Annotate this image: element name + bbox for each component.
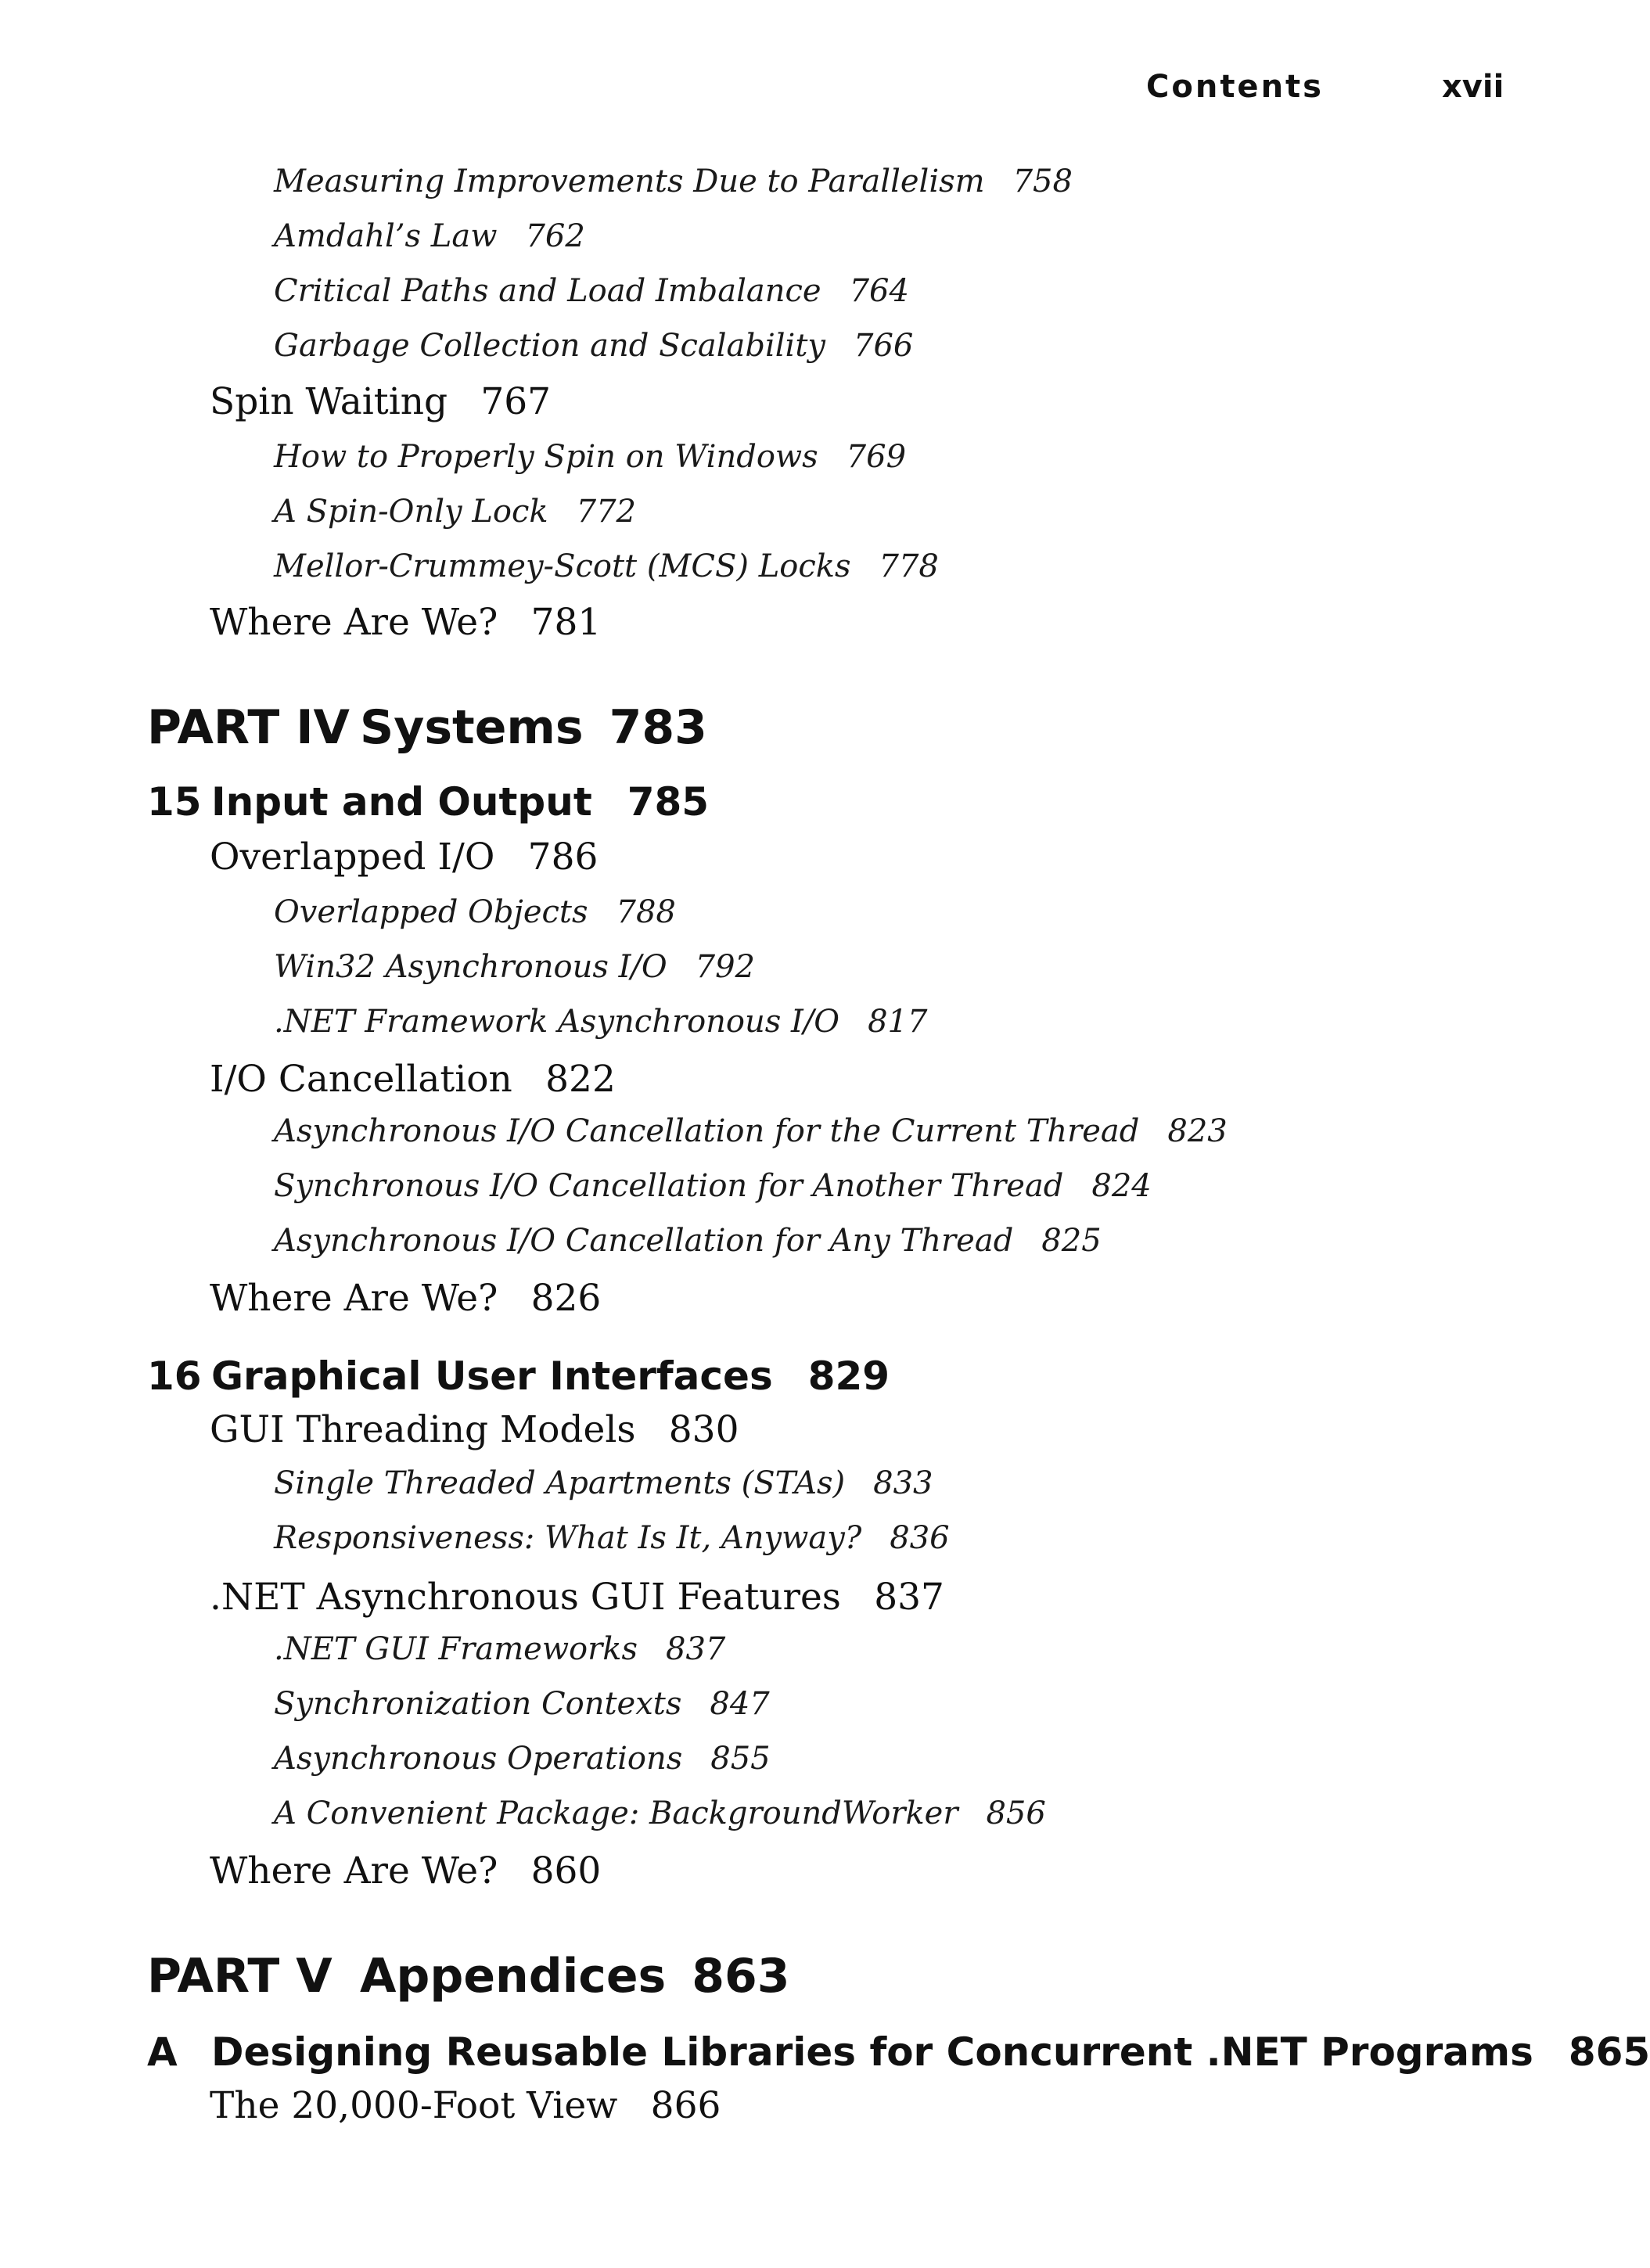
toc-entry-sec bbox=[210, 1849, 602, 1892]
toc-entry-sub bbox=[274, 1223, 1102, 1259]
toc-entry-sec bbox=[210, 380, 552, 423]
toc-entry-page: 766 bbox=[854, 328, 914, 364]
page-number: xvii bbox=[1442, 69, 1504, 105]
toc-entry-title: Synchronization Contexts bbox=[274, 1686, 682, 1722]
toc-entry-sub bbox=[274, 894, 676, 930]
toc-entry-sec bbox=[210, 1058, 616, 1101]
toc-entry-page: 847 bbox=[710, 1686, 770, 1722]
toc-entry-number: A bbox=[147, 2029, 178, 2075]
toc-entry-title: Responsiveness: What Is It, Anyway? bbox=[274, 1520, 862, 1556]
toc-entry-sec bbox=[210, 601, 602, 644]
toc-entry-sub bbox=[274, 441, 906, 473]
toc-entry-sub bbox=[274, 1795, 1046, 1831]
toc-entry-page: 837 bbox=[666, 1631, 726, 1667]
toc-entry-page: 781 bbox=[530, 601, 602, 644]
toc-entry-number: PART IV bbox=[147, 700, 350, 755]
toc-entry-part bbox=[147, 1949, 790, 2004]
toc-entry-sec bbox=[210, 1408, 739, 1451]
toc-entry-page: 783 bbox=[609, 700, 707, 755]
toc-entry-title: The 20,000-Foot View bbox=[210, 2084, 618, 2127]
toc-entry-title: Where Are We? bbox=[210, 601, 498, 644]
toc-entry-chap bbox=[147, 779, 710, 825]
toc-entry-page: 860 bbox=[530, 1849, 602, 1892]
toc-entry-page: 837 bbox=[874, 1576, 944, 1619]
toc-entry-chap bbox=[147, 2029, 1650, 2075]
toc-entry-title: Where Are We? bbox=[210, 1849, 498, 1892]
toc-entry-title: Input and Output bbox=[211, 779, 592, 825]
toc-entry-number: PART V bbox=[147, 1949, 333, 2004]
toc-entry-title: Critical Paths and Load Imbalance bbox=[274, 273, 821, 309]
toc-entry-title: Synchronous I/O Cancellation for Another Thread bbox=[274, 1168, 1064, 1204]
toc-entry-sub bbox=[274, 328, 914, 364]
toc-entry-page: 833 bbox=[873, 1465, 933, 1501]
toc-entry-sub bbox=[274, 1688, 770, 1720]
toc-entry-part bbox=[147, 700, 707, 755]
toc-entry-sub bbox=[274, 1631, 726, 1667]
toc-entry-title: .NET Asynchronous GUI Features bbox=[210, 1576, 841, 1619]
toc-entry-title: Where Are We? bbox=[210, 1277, 498, 1320]
toc-entry-title: Asynchronous I/O Cancellation for the Current Thread bbox=[274, 1113, 1140, 1149]
toc-entry-page: 856 bbox=[986, 1795, 1046, 1831]
toc-entry-title: Single Threaded Apartments (STAs) bbox=[274, 1465, 846, 1501]
toc-entry-page: 772 bbox=[576, 494, 636, 530]
toc-entry-page: 825 bbox=[1041, 1223, 1102, 1259]
toc-entry-title: Graphical User Interfaces bbox=[211, 1353, 773, 1399]
toc-entry-page: 855 bbox=[710, 1741, 771, 1777]
running-header-title: Contents bbox=[1146, 69, 1324, 105]
toc-entry-title: Win32 Asynchronous I/O bbox=[274, 949, 667, 985]
toc-entry-sub bbox=[274, 218, 585, 254]
toc-entry-sec bbox=[210, 2084, 721, 2127]
toc-entry-page: 823 bbox=[1167, 1113, 1228, 1149]
toc-entry-title: I/O Cancellation bbox=[210, 1058, 512, 1101]
toc-entry-title: Systems bbox=[360, 700, 584, 755]
toc-entry-sub bbox=[274, 494, 636, 530]
toc-entry-page: 829 bbox=[807, 1353, 890, 1399]
toc-entry-sub bbox=[274, 1113, 1228, 1149]
toc-entry-title: Amdahl’s Law bbox=[274, 218, 498, 254]
toc-entry-page: 785 bbox=[627, 779, 710, 825]
toc-entry-page: 817 bbox=[868, 1004, 928, 1040]
toc-entry-sec bbox=[210, 836, 599, 879]
toc-entry-sub bbox=[274, 1170, 1152, 1202]
toc-entry-title: Appendices bbox=[360, 1949, 667, 2004]
toc-entry-sub bbox=[274, 1004, 928, 1040]
toc-entry-page: 792 bbox=[695, 949, 755, 985]
toc-entry-sub bbox=[274, 951, 755, 983]
toc-entry-title: Overlapped Objects bbox=[274, 894, 588, 930]
toc-entry-title: Spin Waiting bbox=[210, 380, 448, 423]
toc-entry-sec bbox=[210, 1576, 944, 1619]
toc-entry-page: 830 bbox=[668, 1408, 739, 1451]
toc-entry-page: 865 bbox=[1568, 2029, 1650, 2075]
toc-entry-title: Overlapped I/O bbox=[210, 836, 495, 879]
toc-entry-number: 16 bbox=[147, 1353, 202, 1399]
toc-entry-page: 762 bbox=[525, 218, 585, 254]
toc-entry-page: 758 bbox=[1012, 164, 1073, 199]
toc-entry-page: 826 bbox=[530, 1277, 602, 1320]
toc-entry-sub bbox=[274, 548, 939, 584]
toc-entry-sub bbox=[274, 1465, 933, 1501]
toc-entry-title: .NET Framework Asynchronous I/O bbox=[274, 1004, 840, 1040]
toc-entry-title: A Convenient Package: BackgroundWorker bbox=[274, 1795, 958, 1831]
toc-entry-sub bbox=[274, 1741, 771, 1777]
toc-entry-page: 822 bbox=[545, 1058, 616, 1101]
toc-entry-sub bbox=[274, 275, 909, 307]
toc-entry-page: 769 bbox=[846, 439, 907, 475]
toc-entry-page: 778 bbox=[879, 548, 939, 584]
toc-entry-title: How to Properly Spin on Windows bbox=[274, 439, 818, 475]
toc-entry-title: .NET GUI Frameworks bbox=[274, 1631, 638, 1667]
toc-entry-page: 786 bbox=[527, 836, 599, 879]
toc-entry-page: 824 bbox=[1091, 1168, 1152, 1204]
toc-entry-title: Asynchronous Operations bbox=[274, 1741, 683, 1777]
toc-entry-title: GUI Threading Models bbox=[210, 1408, 636, 1451]
toc-entry-sub bbox=[274, 166, 1073, 197]
toc-entry-sec bbox=[210, 1277, 602, 1320]
toc-entry-number: 15 bbox=[147, 779, 202, 825]
toc-entry-title: Measuring Improvements Due to Parallelism bbox=[274, 164, 985, 199]
toc-entry-page: 764 bbox=[849, 273, 909, 309]
toc-entry-title: A Spin-Only Lock bbox=[274, 494, 548, 530]
toc-entry-title: Garbage Collection and Scalability bbox=[274, 328, 826, 364]
toc-entry-sub bbox=[274, 1522, 950, 1554]
toc-entry-page: 788 bbox=[616, 894, 676, 930]
toc-entry-title: Asynchronous I/O Cancellation for Any Thread bbox=[274, 1223, 1014, 1259]
toc-entry-page: 767 bbox=[480, 380, 552, 423]
toc-entry-title: Mellor-Crummey-Scott (MCS) Locks bbox=[274, 548, 851, 584]
toc-entry-page: 863 bbox=[692, 1949, 790, 2004]
toc-entry-page: 836 bbox=[890, 1520, 950, 1556]
toc-entry-title: Designing Reusable Libraries for Concurrent .NET Programs bbox=[211, 2029, 1533, 2075]
toc-entry-chap bbox=[147, 1353, 890, 1399]
toc-entry-page: 866 bbox=[650, 2084, 721, 2127]
